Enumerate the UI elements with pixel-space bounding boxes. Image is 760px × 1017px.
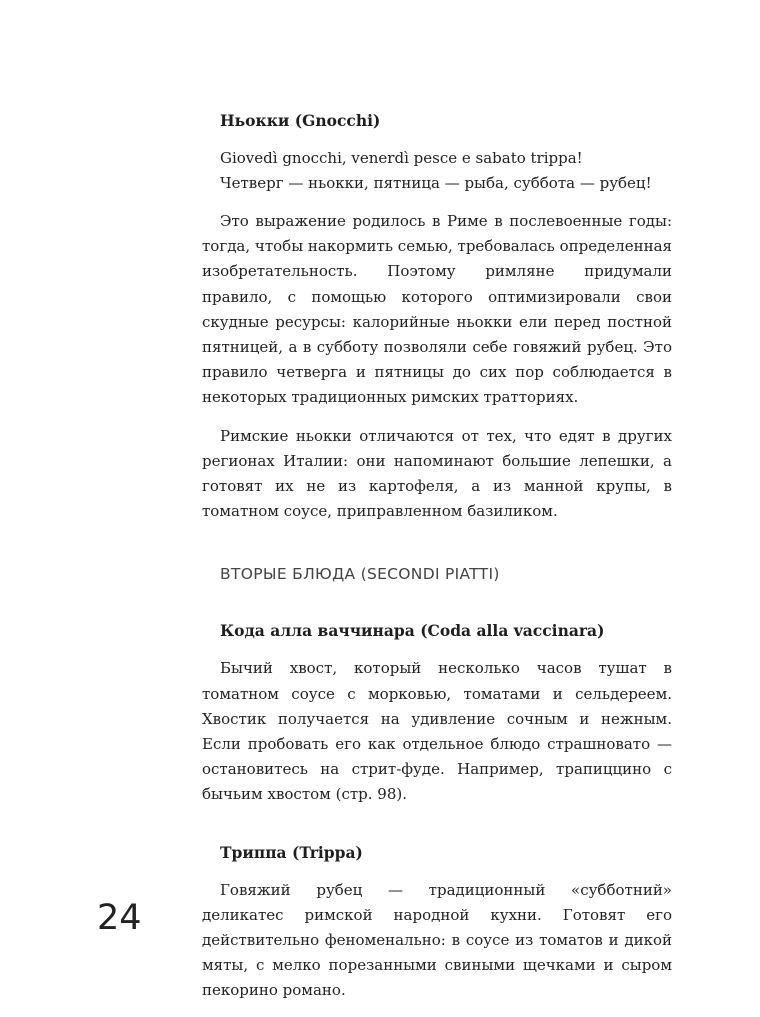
trippa-title: Триппа (Trippa) bbox=[220, 842, 363, 862]
gnocchi-epigraph bbox=[220, 146, 672, 196]
page-number: 24 bbox=[97, 898, 142, 938]
coda-title: Кода алла ваччинара (Coda alla vaccinara) bbox=[220, 621, 605, 641]
page-content bbox=[202, 110, 672, 1017]
epigraph-italian: Giovedì gnocchi, venerdì pesce e sabato trippa! bbox=[220, 149, 583, 167]
gnocchi-paragraph-2: Римские ньокки отличаются от тех, что едят в других регионах Италии: они напоминают большие лепешки, а готовят их не из картофеля, а из манной крупы, в томатном соусе, приправленном базиликом. bbox=[202, 426, 672, 521]
gnocchi-title: Ньокки (Gnocchi) bbox=[220, 111, 381, 130]
coda-paragraph: Бычий хвост, который несколько часов тушат в томатном соусе с морковью, томатами и сельдереем. Хвостик получается на удивление сочным и нежным. Если пробовать его как отдельное блюдо страшновато — остановитесь на стрит-фуде. Например, трапиццино с бычьим хвостом (стр. 98). bbox=[202, 659, 672, 804]
section-heading-main-courses: ВТОРЫЕ БЛЮДА (SECONDI PIATTI) bbox=[220, 565, 500, 584]
spacer bbox=[202, 821, 672, 842]
trippa-paragraph: Говяжий рубец — традиционный «субботний» деликатес римской народной кухни. Готовят его действительно феноменально: в соусе из томатов и дикой мяты, с мелко порезанными свиными щечками и сыром пекорино романо. bbox=[202, 880, 672, 1000]
epigraph-russian: Четверг — ньокки, пятница — рыба, суббота — рубец! bbox=[220, 174, 652, 192]
gnocchi-paragraph-1: Это выражение родилось в Риме в послевоенные годы: тогда, чтобы накормить семью, требовалась определенная изобретательность. Поэтому римляне придумали правило, с помощью которого оптимизировали свои скудные ресурсы: калорийные ньокки ели перед постной пятницей, а в субботу позволяли себе говяжий рубец. Это правило четверга и пятницы до сих пор соблюдается в некоторых традиционных римских тратториях. bbox=[202, 212, 672, 407]
